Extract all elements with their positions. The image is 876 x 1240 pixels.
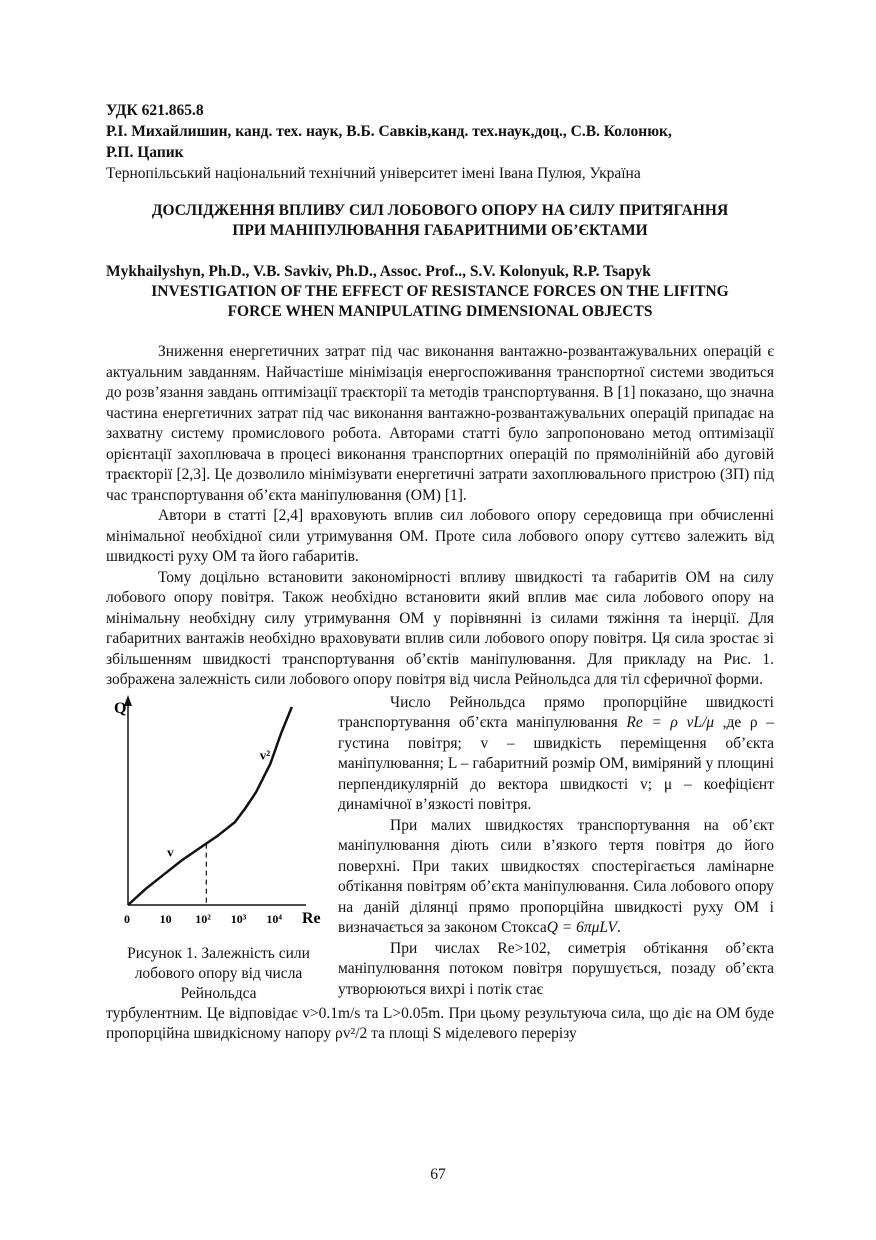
- page-number: 67: [430, 1166, 446, 1183]
- paragraph-3: Тому доцільно встановити закономірності впливу швидкості та габаритів ОМ на силу лобового опору повітря. Також необхідно встановити який вплив має сила лобового опору на мінімальну необхідну силу утримування ОМ у порівнянні із силами тяжіння та інерції. Для габаритних вантажів необхідно враховувати вплив сили лобового опору повітря. Ця сила зростає зі збільшенням швидкості транспортування об’єктів маніпулювання. Для прикладу на Рис. 1. зображена залежність сили лобового опору повітря від числа Рейнольдса для тіл сферичної форми.: [106, 568, 774, 688]
- title-en-line-2: FORCE WHEN MANIPULATING DIMENSIONAL OBJECTS: [227, 303, 653, 320]
- x-tick-label: 10: [159, 911, 172, 926]
- affiliation: Тернопільський національний технічний університет імені Івана Пулюя, Україна: [106, 165, 641, 182]
- side-text: [338, 693, 774, 1004]
- paragraph-6: При числах Re>102, симетрія обтікання об’єкта маніпулювання потоком повітря порушується, позаду об’єкта утворюються вихрі і потік стає: [338, 939, 774, 998]
- authors-line-2: Р.П. Цапик: [106, 144, 184, 161]
- udc: УДК 621.865.8: [106, 102, 204, 119]
- x-tick-label: 10²: [195, 911, 211, 926]
- x-tick-label: 0: [124, 911, 130, 926]
- paragraph-4: Число Рейнольдса прямо пропорційне швидкості транспортування об’єкта маніпулювання Re = ρ vL/μ ,де ρ – густина повітря; v – швидкість переміщення об’єкта маніпулювання; L – габаритний розмір ОМ, виміряний у площині перпендикулярній до вектора швидкості v; μ – коефіцієнт динамічної в’язкості повітря.: [338, 693, 774, 813]
- paragraph-1: Зниження енергетичних затрат під час виконання вантажно-розвантажувальних операцій є актуальним завданням. Найчастіше мінімізація енергоспоживання транспортної системи зводиться до розв’язання завдань оптимізації траєкторії та методів транспортування. В [1] показано, що значна частина енергетичних затрат під час виконання вантажно-розвантажувальних операцій припадає на захватну систему промислового робота. Авторами статті було запропоновано метод оптимізації орієнтації захоплювача в процесі виконання транспортних операцій по прямолінійній або дуговій траєкторії [2,3]. Це дозволило мінімізувати енергетичні затрати захоплювального пристрою (ЗП) під час транспортування об’єкта маніпулювання (ОМ) [1].: [106, 343, 774, 504]
- paragraph-5: При малих швидкостях транспортування на об’єкт маніпулювання діють сили в’язкого тертя повітря до його поверхні. При таких швидкостях спостерігається ламінарне обтікання повітрям об’єкта маніпулювання. Сила лобового опору на даній ділянці прямо пропорційна швидкості руху ОМ і визначається за законом СтоксаQ = 6πμLV.: [338, 816, 774, 936]
- x-tick-label: 10³: [230, 911, 247, 926]
- reynolds-formula: Re = ρ vL/μ: [626, 714, 715, 731]
- authors-en: Mykhailyshyn, Ph.D., V.B. Savkiv, Ph.D., Assoc. Prof.., S.V. Kolonyuk, R.P. Tsapyk: [106, 263, 651, 280]
- x-axis-label: Re: [302, 909, 321, 927]
- y-axis-label: Q: [114, 699, 127, 717]
- x-tick-labels: [124, 912, 282, 926]
- page-content: [106, 100, 774, 1045]
- figure-block: [106, 693, 774, 1004]
- paragraph-2: Автори в статті [2,4] враховують вплив сил лобового опору середовища при обчисленні мінімальної необхідної сили утримування ОМ. Проте сила лобового опору суттєво залежить від швидкості руху ОМ та його габаритів.: [106, 507, 774, 565]
- title-en-line-1: INVESTIGATION OF THE EFFECT OF RESISTANCE FORCES ON THE LIFITNG: [151, 283, 729, 300]
- paragraph-7: турбулентним. Це відповідає v>0.1m/s та L>0.05m. При цьому результуюча сила, що діє на ОМ буде пропорційна швидкісному напору ρv²/2 та площі S міделевого перерізу: [106, 1004, 774, 1042]
- figure-caption: Рисунок 1. Залежність сили лобового опору від числа Рейнольдса: [127, 944, 310, 1002]
- title-ua-line-1: ДОСЛІДЖЕННЯ ВПЛИВУ СИЛ ЛОБОВОГО ОПОРУ НА СИЛУ ПРИТЯГАННЯ: [151, 202, 729, 219]
- figure: [106, 693, 331, 1004]
- title-ua-line-2: ПРИ МАНІПУЛЮВАННЯ ГАБАРИТНИМИ ОБ’ЄКТАМИ: [232, 222, 648, 239]
- chart-svg: [106, 693, 331, 933]
- annotation-v: v: [167, 844, 174, 860]
- stokes-formula: Q = 6πμLV: [546, 919, 617, 936]
- authors-line-1: Р.І. Михайлишин, канд. тех. наук, В.Б. Савків,канд. тех.наук,доц., С.В. Колонюк,: [106, 123, 672, 140]
- annotation-v2: v²: [259, 747, 271, 763]
- x-tick-label: 10⁴: [266, 911, 283, 926]
- series-line: [128, 707, 292, 905]
